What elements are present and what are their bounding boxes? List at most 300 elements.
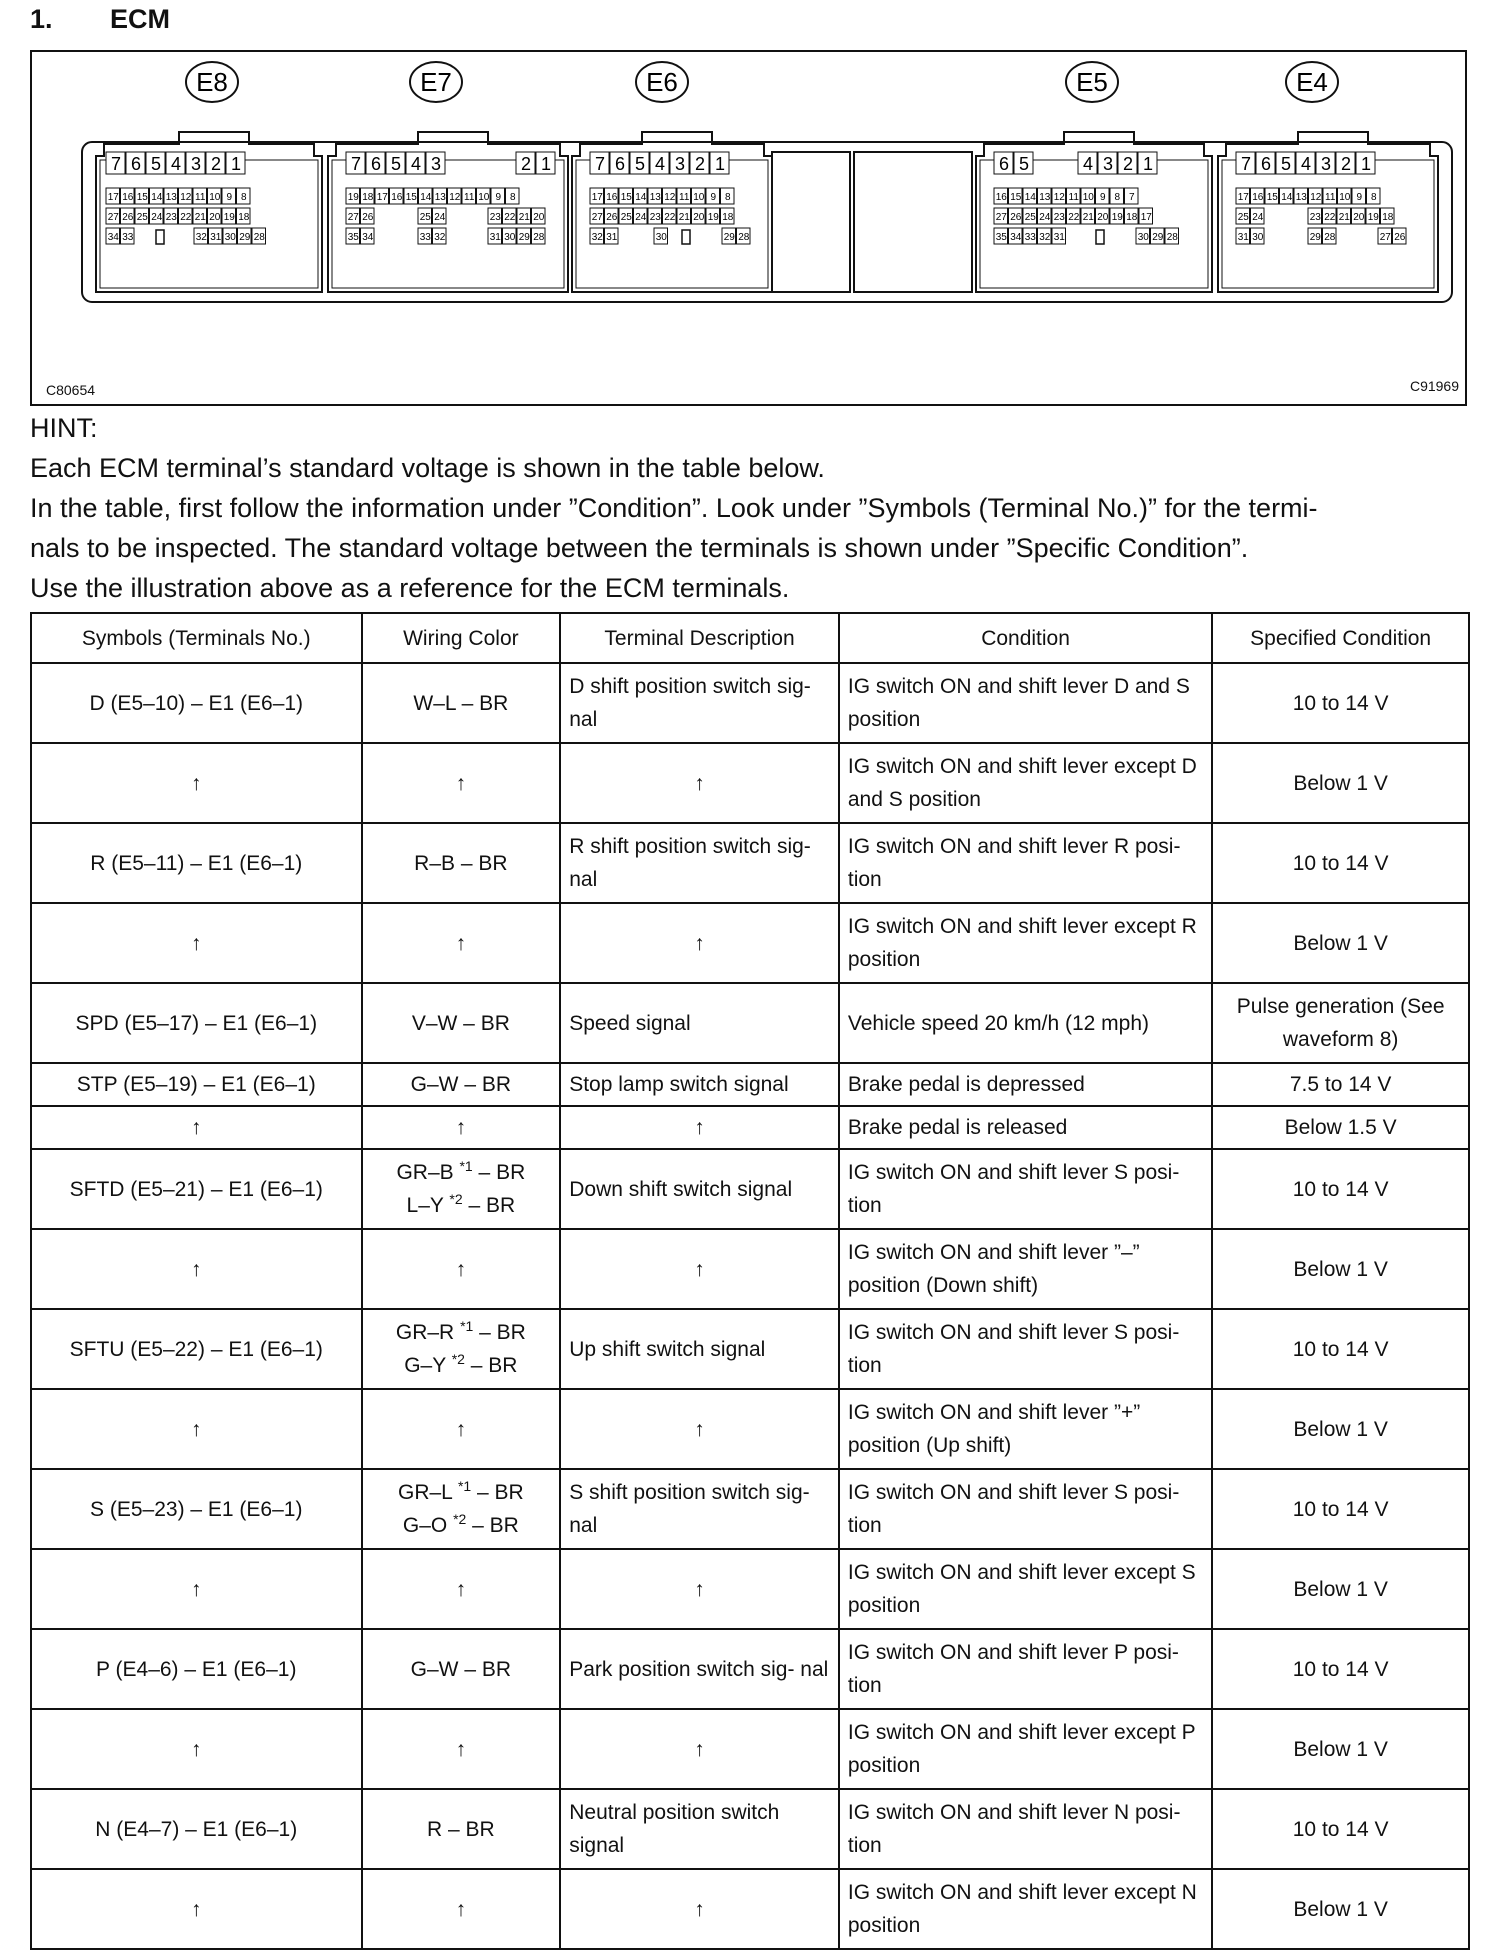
table-row	[31, 1229, 1469, 1309]
wiring-color-line	[371, 1509, 552, 1542]
terminal-number: 28	[738, 232, 750, 243]
wiring-color: R–B – BR	[414, 851, 508, 875]
connector-label: E7	[420, 67, 452, 97]
terminal-number: 20	[533, 212, 545, 223]
terminal-number: 23	[1053, 212, 1065, 223]
terminal-number: 11	[464, 192, 475, 203]
header-symbols: Symbols (Terminals No.)	[31, 613, 362, 663]
cell-description: ↑	[560, 1229, 839, 1309]
connector-label: E5	[1076, 67, 1108, 97]
cell-symbol: SFTD (E5–21) – E1 (E6–1)	[31, 1149, 362, 1229]
wiring-color: GR–R	[395, 1321, 455, 1344]
terminal-number: 19	[347, 192, 359, 203]
cell-condition: IG switch ON and shift lever except P position	[839, 1709, 1212, 1789]
terminal-number: 26	[362, 212, 374, 223]
wiring-color: W–L – BR	[413, 691, 509, 715]
section-number: 1.	[30, 4, 53, 34]
cell-condition: Brake pedal is depressed	[839, 1063, 1212, 1106]
cell-wiring-color	[362, 1709, 561, 1789]
blank-block	[854, 152, 972, 292]
hint-line-2: In the table, first follow the information under ”Condition”. Look under ”Symbols (Terminal No.)” for the termi-	[30, 493, 1318, 523]
terminal-number: 5	[634, 154, 646, 174]
cell-wiring-color	[362, 1389, 561, 1469]
terminal-number: 5	[1018, 154, 1030, 174]
wiring-color-line	[371, 1733, 552, 1766]
terminal-number: 11	[1325, 192, 1336, 203]
terminal-number: 17	[1140, 212, 1152, 223]
terminal-number: 12	[1310, 192, 1322, 203]
wiring-color-suffix: – BR	[471, 1481, 524, 1504]
wiring-color: G–W – BR	[410, 1657, 512, 1681]
wiring-color-line	[371, 1349, 552, 1382]
terminal-number: 21	[1338, 212, 1350, 223]
key-slot	[156, 230, 164, 244]
terminal-number: 31	[210, 232, 222, 243]
header-specified-condition: Specified Condition	[1212, 613, 1469, 663]
terminal-number: 12	[1053, 192, 1065, 203]
connector-label: E4	[1296, 67, 1328, 97]
terminal-number: 1	[1360, 154, 1372, 174]
terminal-number: 8	[724, 192, 731, 203]
cell-specified: 10 to 14 V	[1212, 1149, 1469, 1229]
terminal-number: 2	[1122, 154, 1134, 174]
hint-line-3: nals to be inspected. The standard voltage between the terminals is shown under ”Specific Condition”.	[30, 533, 1249, 563]
note-mark: *1	[457, 1478, 472, 1494]
note-mark: *2	[451, 1351, 465, 1367]
terminal-number: 31	[1053, 232, 1065, 243]
terminal-number: 7	[594, 154, 606, 174]
terminal-number: 22	[180, 212, 192, 223]
cell-wiring-color	[362, 1309, 561, 1389]
wiring-color-line	[371, 1893, 552, 1926]
cell-specified: Below 1 V	[1212, 1389, 1469, 1469]
cell-condition: IG switch ON and shift lever S posi- tion	[839, 1149, 1212, 1229]
wiring-color: G–Y	[404, 1354, 446, 1377]
terminal-number: 30	[224, 232, 236, 243]
terminal-number: 23	[1309, 212, 1321, 223]
header-condition: Condition	[839, 613, 1212, 663]
table-row	[31, 663, 1469, 743]
cell-wiring-color	[362, 903, 561, 983]
cell-wiring-color	[362, 1469, 561, 1549]
terminal-number: 6	[130, 154, 142, 174]
terminal-number: 19	[707, 212, 719, 223]
terminal-number: 15	[620, 192, 632, 203]
table-header-row	[31, 613, 1469, 663]
terminal-number: 10	[1082, 192, 1094, 203]
table-row	[31, 1869, 1469, 1949]
terminal-number: 32	[591, 232, 603, 243]
cell-specified: 10 to 14 V	[1212, 1469, 1469, 1549]
hint-block	[30, 408, 1470, 608]
wiring-color: G–O	[402, 1514, 448, 1537]
cell-symbol: ↑	[31, 1869, 362, 1949]
terminal-number: 6	[998, 154, 1010, 174]
cell-wiring-color	[362, 663, 561, 743]
terminal-number: 17	[1237, 192, 1249, 203]
terminal-number: 31	[1237, 232, 1249, 243]
terminal-number: 14	[420, 192, 432, 203]
cell-symbol: P (E4–6) – E1 (E6–1)	[31, 1629, 362, 1709]
cell-specified: 10 to 14 V	[1212, 823, 1469, 903]
cell-specified: 7.5 to 14 V	[1212, 1063, 1469, 1106]
terminal-number: 17	[107, 192, 119, 203]
terminal-number: 20	[209, 212, 221, 223]
terminal-number: 33	[122, 232, 134, 243]
cell-condition: IG switch ON and shift lever except R position	[839, 903, 1212, 983]
cell-wiring-color	[362, 743, 561, 823]
terminal-number: 2	[1340, 154, 1352, 174]
wiring-color-line	[371, 767, 552, 800]
cell-wiring-color	[362, 1789, 561, 1869]
terminal-number: 1	[540, 154, 552, 174]
terminal-number: 20	[693, 212, 705, 223]
ecm-connector-figure	[30, 50, 1467, 406]
terminal-number: 16	[122, 192, 134, 203]
cell-wiring-color	[362, 823, 561, 903]
wiring-color-line	[371, 1316, 552, 1349]
terminal-number: 14	[635, 192, 647, 203]
cell-description: ↑	[560, 1709, 839, 1789]
terminal-number: 4	[654, 154, 666, 174]
connector-e7	[328, 62, 568, 292]
cell-condition: IG switch ON and shift lever except N position	[839, 1869, 1212, 1949]
wiring-color: ↑	[455, 1257, 467, 1281]
hint-line-4: Use the illustration above as a reference for the ECM terminals.	[30, 573, 790, 603]
terminal-number: 19	[223, 212, 235, 223]
cell-description: Stop lamp switch signal	[560, 1063, 839, 1106]
terminal-number: 2	[694, 154, 706, 174]
terminal-number: 11	[195, 192, 206, 203]
cell-condition: IG switch ON and shift lever S posi- tion	[839, 1309, 1212, 1389]
cell-symbol: N (E4–7) – E1 (E6–1)	[31, 1789, 362, 1869]
terminal-number: 6	[614, 154, 626, 174]
wiring-color: ↑	[455, 1737, 467, 1761]
terminal-number: 18	[1126, 212, 1138, 223]
terminal-number: 26	[606, 212, 618, 223]
terminal-number: 15	[1010, 192, 1022, 203]
wiring-color: ↑	[455, 931, 467, 955]
terminal-number: 21	[518, 212, 530, 223]
terminal-number: 22	[504, 212, 516, 223]
cell-condition: IG switch ON and shift lever D and S position	[839, 663, 1212, 743]
connector-e4	[1218, 62, 1438, 292]
wiring-color: GR–B	[396, 1161, 454, 1184]
terminal-number: 8	[1114, 192, 1121, 203]
key-slot	[1096, 230, 1104, 244]
cell-description: Speed signal	[560, 983, 839, 1063]
table-row	[31, 1149, 1469, 1229]
table-row	[31, 1106, 1469, 1149]
table-row	[31, 1549, 1469, 1629]
cell-description: D shift position switch sig- nal	[560, 663, 839, 743]
terminal-number: 28	[1324, 232, 1336, 243]
cell-specified: Below 1 V	[1212, 903, 1469, 983]
terminal-number: 9	[1356, 192, 1363, 203]
terminal-number: 7	[110, 154, 122, 174]
wiring-color-line	[371, 1068, 552, 1101]
terminal-number: 5	[1280, 154, 1292, 174]
terminal-number: 29	[239, 232, 251, 243]
terminal-number: 25	[419, 212, 431, 223]
terminal-number: 21	[194, 212, 206, 223]
cell-wiring-color	[362, 1869, 561, 1949]
terminal-number: 24	[1039, 212, 1051, 223]
terminal-number: 18	[1382, 212, 1394, 223]
wiring-color: ↑	[455, 1116, 467, 1139]
cell-condition: IG switch ON and shift lever N posi- tion	[839, 1789, 1212, 1869]
terminal-number: 33	[1024, 232, 1036, 243]
cell-condition: IG switch ON and shift lever R posi- tion	[839, 823, 1212, 903]
cell-symbol: R (E5–11) – E1 (E6–1)	[31, 823, 362, 903]
wiring-color-line	[371, 1189, 552, 1222]
terminal-number: 13	[165, 192, 177, 203]
terminal-number: 17	[591, 192, 603, 203]
cell-description: ↑	[560, 903, 839, 983]
cell-wiring-color	[362, 1629, 561, 1709]
cell-symbol: ↑	[31, 1229, 362, 1309]
cell-description: Down shift switch signal	[560, 1149, 839, 1229]
wiring-color-line	[371, 1813, 552, 1846]
cell-symbol: S (E5–23) – E1 (E6–1)	[31, 1469, 362, 1549]
cell-description: Park position switch sig- nal	[560, 1629, 839, 1709]
terminal-number: 29	[518, 232, 530, 243]
cell-description: Up shift switch signal	[560, 1309, 839, 1389]
cell-symbol: ↑	[31, 743, 362, 823]
terminal-number: 25	[1237, 212, 1249, 223]
terminal-number: 4	[170, 154, 182, 174]
terminal-number: 4	[410, 154, 422, 174]
wiring-color-line	[371, 927, 552, 960]
terminal-number: 24	[434, 212, 446, 223]
terminal-number: 20	[1097, 212, 1109, 223]
cell-wiring-color	[362, 1549, 561, 1629]
terminal-number: 16	[995, 192, 1007, 203]
wiring-color-line	[371, 1007, 552, 1040]
cell-wiring-color	[362, 1106, 561, 1149]
note-mark: *2	[453, 1511, 467, 1527]
cell-symbol: ↑	[31, 903, 362, 983]
wiring-color-line	[371, 847, 552, 880]
terminal-number: 19	[1367, 212, 1379, 223]
terminal-number: 1	[714, 154, 726, 174]
table-row	[31, 823, 1469, 903]
terminal-number: 21	[1082, 212, 1094, 223]
terminal-number: 29	[1309, 232, 1321, 243]
terminal-number: 32	[195, 232, 207, 243]
terminal-number: 8	[1370, 192, 1377, 203]
terminal-number: 35	[995, 232, 1007, 243]
terminal-number: 27	[591, 212, 603, 223]
note-mark: *1	[460, 1318, 474, 1334]
wiring-color: ↑	[455, 771, 467, 795]
section-title: ECM	[110, 4, 170, 34]
terminal-number: 23	[649, 212, 661, 223]
table-row	[31, 1629, 1469, 1709]
connector-label: E8	[196, 67, 228, 97]
connector-label: E6	[646, 67, 678, 97]
cell-wiring-color	[362, 983, 561, 1063]
terminal-number: 6	[370, 154, 382, 174]
terminal-number: 13	[1295, 192, 1307, 203]
terminal-number: 9	[710, 192, 717, 203]
terminal-number: 32	[1039, 232, 1051, 243]
terminal-number: 24	[1252, 212, 1264, 223]
cell-condition: IG switch ON and shift lever ”–” position (Down shift)	[839, 1229, 1212, 1309]
cell-wiring-color	[362, 1229, 561, 1309]
terminal-number: 3	[190, 154, 202, 174]
terminal-number: 12	[180, 192, 192, 203]
terminal-number: 23	[165, 212, 177, 223]
terminal-number: 33	[419, 232, 431, 243]
table-row	[31, 1709, 1469, 1789]
terminal-number: 18	[362, 192, 374, 203]
cell-description: ↑	[560, 1869, 839, 1949]
terminal-number: 9	[226, 192, 233, 203]
cell-symbol: ↑	[31, 1389, 362, 1469]
terminal-number: 26	[1010, 212, 1022, 223]
figure-code-right: C91969	[1409, 378, 1459, 394]
section-heading	[30, 4, 170, 35]
terminal-number: 2	[520, 154, 532, 174]
wiring-color: ↑	[455, 1577, 467, 1601]
terminal-number: 3	[430, 154, 442, 174]
terminal-number: 35	[347, 232, 359, 243]
wiring-color: R – BR	[427, 1817, 495, 1841]
wiring-color-line	[371, 1156, 552, 1189]
table-row	[31, 1309, 1469, 1389]
cell-specified: Below 1 V	[1212, 1549, 1469, 1629]
terminal-number: 10	[1339, 192, 1351, 203]
terminal-number: 16	[391, 192, 403, 203]
terminal-number: 13	[1039, 192, 1051, 203]
terminal-number: 3	[674, 154, 686, 174]
header-terminal-description: Terminal Description	[560, 613, 839, 663]
terminal-number: 21	[678, 212, 690, 223]
cell-condition: IG switch ON and shift lever P posi- tion	[839, 1629, 1212, 1709]
note-mark: *2	[449, 1191, 463, 1207]
terminal-number: 2	[210, 154, 222, 174]
cell-symbol: SFTU (E5–22) – E1 (E6–1)	[31, 1309, 362, 1389]
cell-description: ↑	[560, 1106, 839, 1149]
wiring-color: V–W – BR	[411, 1011, 510, 1035]
wiring-color-line	[371, 1476, 552, 1509]
cell-wiring-color	[362, 1149, 561, 1229]
terminal-number: 6	[1260, 154, 1272, 174]
terminal-number: 3	[1320, 154, 1332, 174]
blank-block	[772, 152, 850, 292]
wiring-color: ↑	[455, 1417, 467, 1441]
terminal-number: 24	[635, 212, 647, 223]
table-row	[31, 983, 1469, 1063]
cell-symbol: ↑	[31, 1106, 362, 1149]
table-row	[31, 1063, 1469, 1106]
wiring-color-line	[371, 1111, 552, 1144]
cell-symbol: D (E5–10) – E1 (E6–1)	[31, 663, 362, 743]
cell-specified: Below 1 V	[1212, 1229, 1469, 1309]
wiring-color: G–W – BR	[410, 1073, 512, 1096]
terminal-number: 31	[606, 232, 618, 243]
terminal-number: 8	[240, 192, 247, 203]
cell-symbol: ↑	[31, 1549, 362, 1629]
cell-condition: Brake pedal is released	[839, 1106, 1212, 1149]
terminal-number: 25	[620, 212, 632, 223]
wiring-color-suffix: – BR	[472, 1161, 526, 1184]
terminal-number: 3	[1102, 154, 1114, 174]
terminal-number: 4	[1082, 154, 1094, 174]
terminal-number: 19	[1111, 212, 1123, 223]
cell-specified: Below 1.5 V	[1212, 1106, 1469, 1149]
cell-symbol: STP (E5–19) – E1 (E6–1)	[31, 1063, 362, 1106]
cell-description: ↑	[560, 743, 839, 823]
figure-code-left: C80654	[46, 382, 96, 398]
terminal-number: 12	[449, 192, 461, 203]
terminal-number: 25	[136, 212, 148, 223]
terminal-number: 31	[489, 232, 501, 243]
table-row	[31, 1469, 1469, 1549]
table-row	[31, 1389, 1469, 1469]
wiring-color-suffix: – BR	[473, 1321, 526, 1344]
terminal-number: 26	[122, 212, 134, 223]
terminal-number: 34	[107, 232, 119, 243]
wiring-color: GR–L	[398, 1481, 453, 1504]
terminal-number: 28	[533, 232, 545, 243]
connector-e8	[96, 62, 322, 292]
terminal-number: 22	[664, 212, 676, 223]
cell-condition: IG switch ON and shift lever except S position	[839, 1549, 1212, 1629]
wiring-color: L–Y	[406, 1194, 444, 1217]
cell-symbol: ↑	[31, 1709, 362, 1789]
terminal-number: 26	[1394, 232, 1406, 243]
cell-description: R shift position switch sig- nal	[560, 823, 839, 903]
terminal-number: 15	[1266, 192, 1278, 203]
terminal-number: 7	[1240, 154, 1252, 174]
terminal-number: 30	[655, 232, 667, 243]
wiring-color-line	[371, 1253, 552, 1286]
terminal-number: 9	[1099, 192, 1106, 203]
cell-specified: Below 1 V	[1212, 743, 1469, 823]
cell-description: ↑	[560, 1389, 839, 1469]
cell-symbol: SPD (E5–17) – E1 (E6–1)	[31, 983, 362, 1063]
wiring-color-suffix: – BR	[462, 1194, 516, 1217]
key-slot	[682, 230, 690, 244]
terminal-number: 7	[1128, 192, 1135, 203]
cell-description: ↑	[560, 1549, 839, 1629]
terminal-number: 10	[693, 192, 705, 203]
cell-condition: Vehicle speed 20 km/h (12 mph)	[839, 983, 1212, 1063]
wiring-color-line	[371, 1653, 552, 1686]
cell-specified: 10 to 14 V	[1212, 1309, 1469, 1389]
terminal-number: 27	[1379, 232, 1391, 243]
connector-e5	[976, 62, 1212, 292]
terminal-number: 12	[664, 192, 676, 203]
hint-label: HINT:	[30, 413, 98, 443]
terminal-number: 14	[1024, 192, 1036, 203]
cell-specified: Pulse generation (See waveform 8)	[1212, 983, 1469, 1063]
connector-diagram	[32, 52, 1465, 404]
cell-specified: 10 to 14 V	[1212, 663, 1469, 743]
terminal-number: 29	[1152, 232, 1164, 243]
terminal-number: 10	[478, 192, 490, 203]
wiring-color-suffix: – BR	[466, 1514, 519, 1537]
cell-specified: Below 1 V	[1212, 1709, 1469, 1789]
cell-condition: IG switch ON and shift lever S posi- tion	[839, 1469, 1212, 1549]
terminal-number: 16	[1252, 192, 1264, 203]
terminal-number: 32	[434, 232, 446, 243]
terminal-number: 18	[722, 212, 734, 223]
terminal-number: 34	[362, 232, 374, 243]
terminal-number: 30	[1137, 232, 1149, 243]
